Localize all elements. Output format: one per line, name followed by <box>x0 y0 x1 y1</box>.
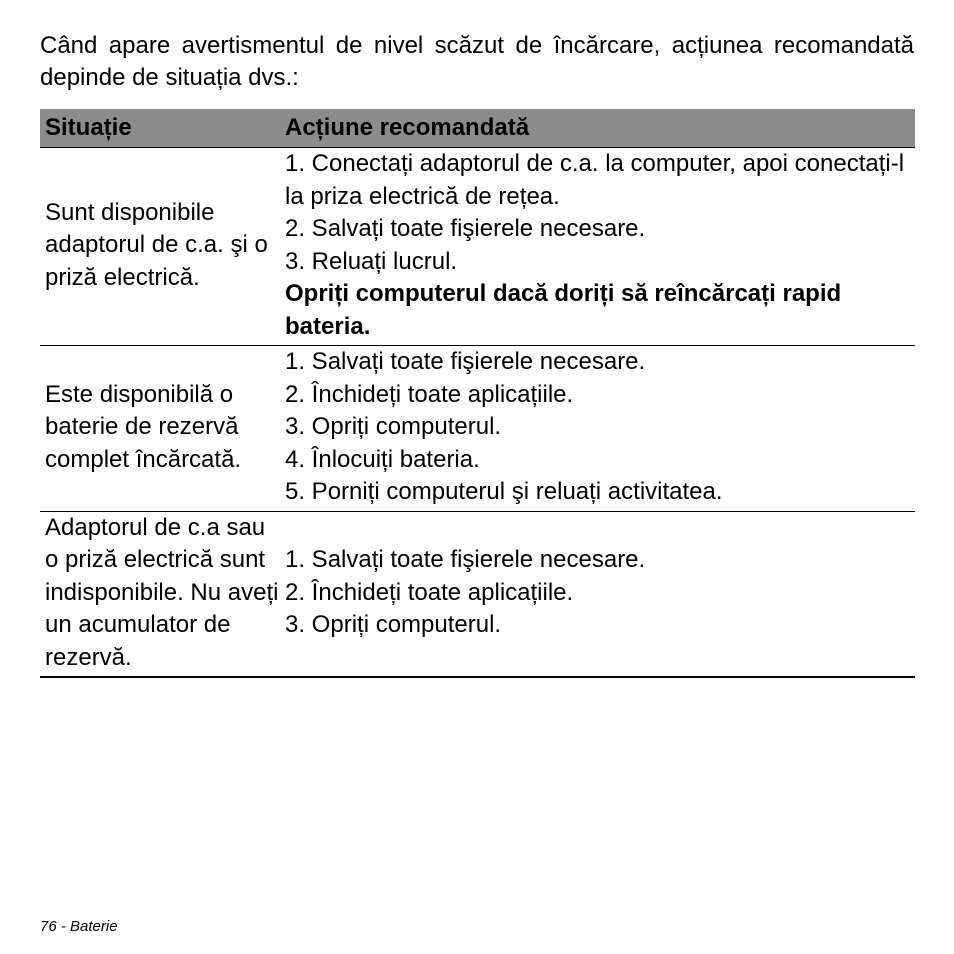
page-footer: 76 - Baterie <box>40 918 118 935</box>
situation-cell: Este disponibilă o baterie de rezervă complet încărcată. <box>40 346 285 512</box>
action-step: 3. Opriți computerul. <box>285 413 502 440</box>
action-step: 1. Conectați adaptorul de c.a. la computer, apoi conectați-l la priza electrică de rețea. <box>285 150 905 210</box>
table-row <box>40 346 915 512</box>
action-cell <box>285 148 915 346</box>
header-action: Acțiune recomandată <box>285 109 915 148</box>
action-step: 3. Reluați lucrul. <box>285 247 458 275</box>
table-row <box>40 148 915 346</box>
battery-actions-table <box>40 109 915 678</box>
action-step: 4. Înlocuiți bateria. <box>285 445 480 473</box>
action-note: Opriți computerul dacă doriți să reîncărcați rapid bateria. <box>285 280 842 340</box>
table-row <box>40 511 915 677</box>
action-cell <box>285 511 915 677</box>
action-step: 2. Închideți toate aplicațiile. <box>285 578 574 606</box>
situation-cell: Adaptorul de c.a sau o priză electrică sunt indisponibile. Nu aveți un acumulator de rezervă. <box>40 511 285 677</box>
action-step: 5. Porniți computerul şi reluați activitatea. <box>285 478 723 505</box>
action-step: 2. Închideți toate aplicațiile. <box>285 380 574 408</box>
action-step: 1. Salvați toate fişierele necesare. <box>285 546 646 573</box>
action-cell <box>285 346 915 512</box>
action-step: 1. Salvați toate fişierele necesare. <box>285 348 646 375</box>
action-step: 3. Opriți computerul. <box>285 611 502 638</box>
situation-cell: Sunt disponibile adaptorul de c.a. şi o priză electrică. <box>40 148 285 346</box>
action-step: 2. Salvați toate fişierele necesare. <box>285 215 646 242</box>
header-situation: Situație <box>40 109 285 148</box>
table-header-row <box>40 109 915 148</box>
intro-paragraph: Când apare avertismentul de nivel scăzut de încărcare, acțiunea recomandată depinde de situația dvs.: <box>40 32 914 91</box>
